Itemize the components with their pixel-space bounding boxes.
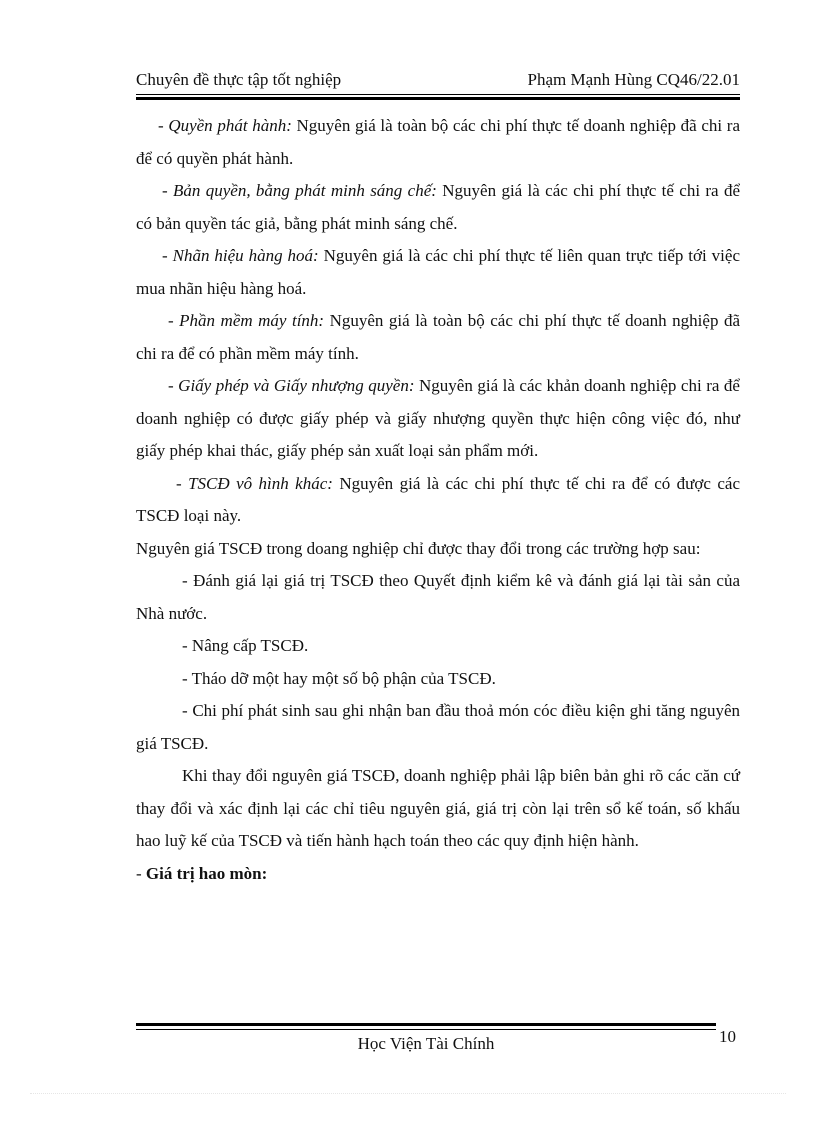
page-number: 10 (719, 1027, 736, 1046)
paragraph-label: - Bản quyền, bằng phát minh sáng chế: (162, 181, 437, 200)
footer-rule-thick (136, 1023, 716, 1026)
paragraph-label: - Nhãn hiệu hàng hoá: (162, 246, 319, 265)
section-heading-gia-tri-hao-mon (136, 858, 740, 891)
paragraph-giay-phep (136, 370, 740, 468)
page-header (136, 70, 740, 94)
paragraph-text: Nguyên giá là các chi phí thực tế chi ra để có bản quyền tác giả, bằng phát minh sáng chế. (136, 181, 741, 233)
list-item-thao-do: - Tháo dỡ một hay một số bộ phận của TSCĐ. (182, 668, 496, 688)
header-rule-thin (136, 94, 740, 95)
paragraph-tscd-khac (136, 468, 740, 533)
list-item-nang-cap: - Nâng cấp TSCĐ. (182, 636, 309, 655)
page-edge-divider (30, 1093, 786, 1094)
paragraph-text: Nguyên giá là các khản doanh nghiệp chi ra để doanh nghiệp có được giấy phép và giấy nhượng quyền thực hiện công việc đó, như giấy phép khai thác, giấy phép sản xuất loại sản phẩm mới. (136, 376, 740, 460)
heading-prefix: - (136, 863, 146, 883)
footer-institution: Học Viện Tài Chính (357, 1034, 495, 1053)
body-text (136, 110, 740, 890)
paragraph-text: Nguyên giá là các chi phí thực tế chi ra để có được các TSCĐ loại này. (136, 473, 740, 525)
list-item-danh-gia-lai: - Đánh giá lại giá trị TSCĐ theo Quyết định kiểm kê và đánh giá lại tài sản của Nhà nước. (136, 571, 740, 623)
header-author: Phạm Mạnh Hùng CQ46/22.01 (527, 70, 740, 89)
paragraph-ban-quyen (136, 175, 740, 240)
paragraph-khi-thay-doi: Khi thay đổi nguyên giá TSCĐ, doanh nghiệp phải lập biên bản ghi rõ các căn cứ thay đổi và xác định lại các chỉ tiêu nguyên giá, giá trị còn lại trên sổ kế toán, số khấu hao luỹ kế của TSCĐ và tiến hành hạch toán theo các quy định hiện hành. (136, 766, 740, 850)
paragraph-text: Nguyên giá là toàn bộ các chi phí thực tế doanh nghiệp đã chi ra để có phần mềm máy tính. (136, 311, 740, 363)
paragraph-label: - TSCĐ vô hình khác: (176, 473, 333, 493)
paragraph-nhan-hieu (136, 240, 740, 305)
header-rule-thick (136, 97, 740, 100)
paragraph-label: - Phần mềm máy tính: (168, 311, 325, 330)
header-title: Chuyên đề thực tập tốt nghiệp (136, 70, 342, 89)
paragraph-text: Nguyên giá là toàn bộ các chi phí thực tế doanh nghiệp đã chi ra để có quyền phát hành. (136, 116, 740, 168)
heading-text: Giá trị hao mòn: (145, 863, 268, 883)
paragraph-quyen-phat-hanh (136, 110, 740, 175)
paragraph-nguyen-gia-thay-doi: Nguyên giá TSCĐ trong doang nghiệp chỉ được thay đổi trong các trường hợp sau: (136, 538, 701, 558)
paragraph-label: - Quyền phát hành: (158, 116, 292, 135)
list-item-chi-phi-phat-sinh: - Chi phí phát sinh sau ghi nhận ban đầu thoả món cóc điều kiện ghi tăng nguyên giá TSCĐ. (136, 701, 740, 753)
paragraph-text: Nguyên giá là các chi phí thực tế liên quan trực tiếp tới việc mua nhãn hiệu hàng hoá. (136, 246, 740, 298)
footer-rule-thin (136, 1029, 716, 1030)
paragraph-phan-mem (136, 305, 740, 370)
paragraph-label: - Giấy phép và Giấy nhượng quyền: (168, 376, 415, 395)
